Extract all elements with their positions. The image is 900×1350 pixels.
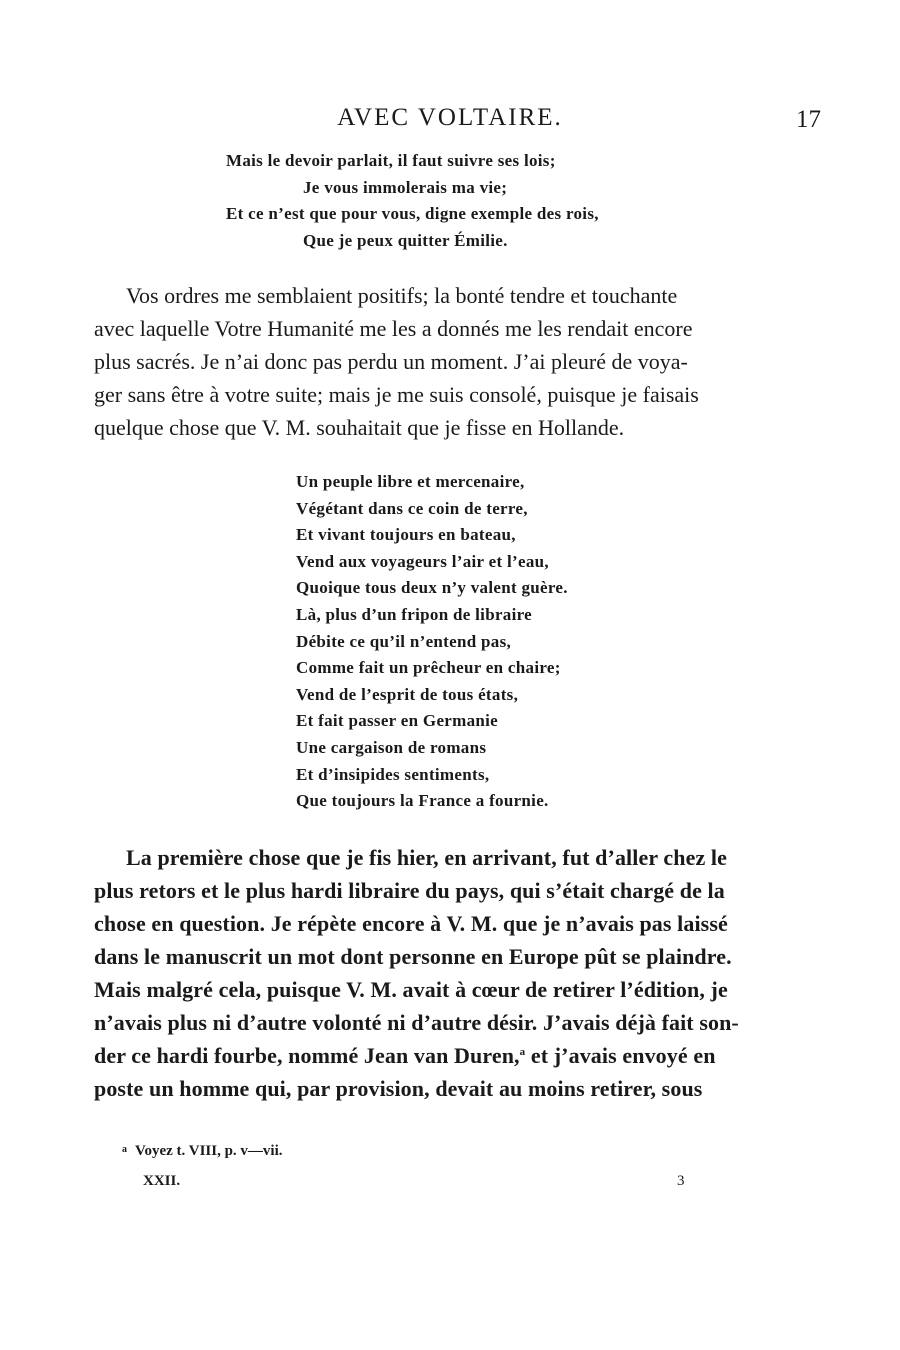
prose-line: La première chose que je fis hier, en arrivant, fut d’aller chez le — [126, 845, 728, 870]
prose-line: avec laquelle Votre Humanité me les a donnés me les rendait encore — [94, 316, 693, 341]
prose-line: plus retors et le plus hardi libraire du pays, qui s’était chargé de la — [94, 878, 725, 903]
prose-line: poste un homme qui, par provision, devait au moins retirer, sous — [94, 1076, 703, 1101]
prose-line: Vos ordres me semblaient positifs; la bonté tendre et touchante — [126, 283, 678, 308]
verse-line: Là, plus d’un fripon de libraire — [296, 604, 533, 624]
volume-signature: XXII. — [143, 1173, 181, 1189]
prose-line-part: et j’avais envoyé en — [525, 1043, 716, 1068]
verse-line: Je vous immolerais ma vie; — [303, 177, 508, 197]
verse-line: Que toujours la France a fournie. — [296, 791, 549, 811]
page-number: 17 — [796, 106, 821, 133]
verse-line: Un peuple libre et mercenaire, — [296, 472, 525, 491]
verse-line: Que je peux quitter Émilie. — [303, 230, 508, 250]
verse-line: Une cargaison de romans — [296, 737, 487, 757]
prose-line: n’avais plus ni d’autre volonté ni d’autre désir. J’avais déjà fait son- — [94, 1010, 739, 1035]
paragraph-1 — [94, 279, 822, 444]
verse-line: Vend de l’esprit de tous états, — [296, 684, 519, 704]
verse-line: Et d’insipides sentiments, — [296, 764, 490, 784]
prose-line — [94, 1039, 822, 1072]
verse-line: Et fait passer en Germanie — [296, 711, 499, 731]
verse-line: Vend aux voyageurs l’air et l’eau, — [296, 551, 549, 571]
prose-line: plus sacrés. Je n’ai donc pas perdu un moment. J’ai pleuré de voya- — [94, 349, 688, 374]
verse-line: Végétant dans ce coin de terre, — [296, 498, 528, 518]
footnote — [122, 1143, 283, 1160]
footnote-text: Voyez t. VIII, p. v—vii. — [135, 1143, 283, 1159]
prose-line: quelque chose que V. M. souhaitait que je fisse en Hollande. — [94, 415, 625, 440]
prose-line: dans le manuscrit un mot dont personne en Europe pût se plaindre. — [94, 944, 732, 969]
verse-line: Comme fait un prêcheur en chaire; — [296, 658, 561, 678]
verse-line: Et vivant toujours en bateau, — [296, 525, 516, 545]
verse-line: Et ce n’est que pour vous, digne exemple des rois, — [226, 204, 599, 223]
prose-line-part: der ce hardi fourbe, nommé Jean van Duren, — [94, 1043, 520, 1068]
verse-line: Débite ce qu’il n’entend pas, — [296, 631, 512, 651]
verse-line: Mais le devoir parlait, il faut suivre ses lois; — [226, 151, 556, 170]
prose-line: Mais malgré cela, puisque V. M. avait à cœur de retirer l’édition, je — [94, 977, 728, 1002]
prose-line: ger sans être à votre suite; mais je me suis consolé, puisque je faisais — [94, 382, 699, 407]
footnote-marker: a — [122, 1144, 127, 1155]
footnote-reference[interactable]: a — [519, 1046, 526, 1058]
page-title: AVEC VOLTAIRE. — [337, 104, 563, 131]
verse-line: Quoique tous deux n’y valent guère. — [296, 578, 568, 598]
verse-block-top — [226, 148, 696, 254]
paragraph-2 — [94, 841, 822, 1105]
sheet-number: 3 — [677, 1173, 685, 1189]
verse-block-middle — [296, 469, 716, 815]
prose-line: chose en question. Je répète encore à V. M. que je n’avais pas laissé — [94, 911, 728, 936]
